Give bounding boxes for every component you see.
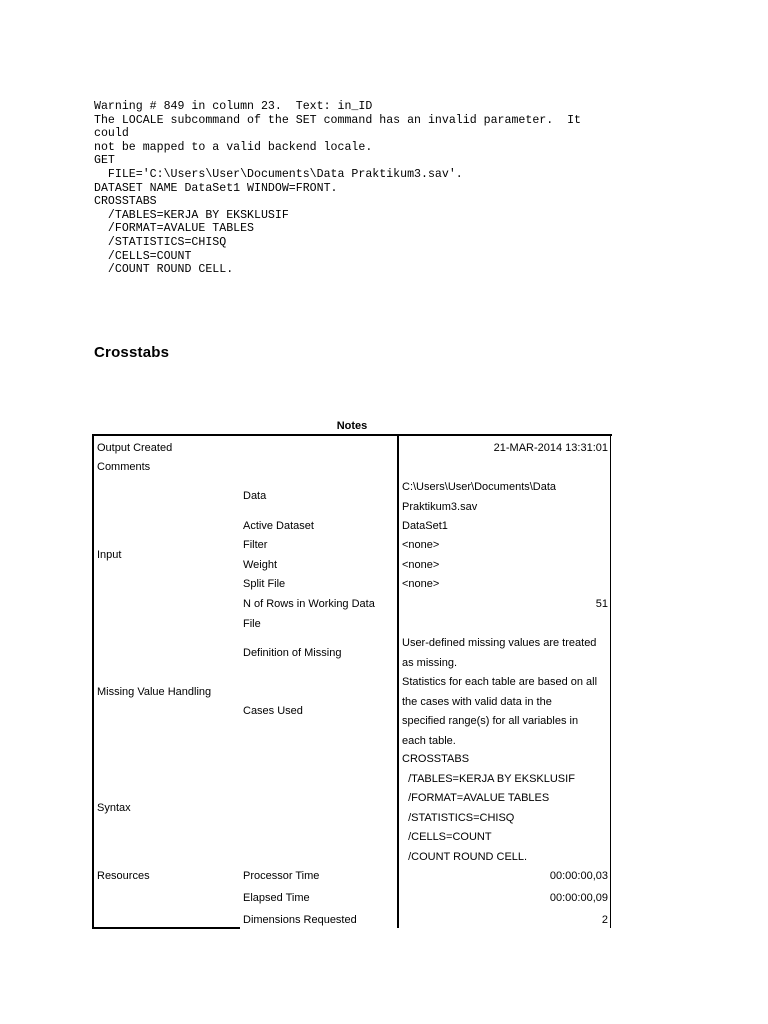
row-label-resources: Resources <box>97 870 150 882</box>
value-elapsed-time: 00:00:00,09 <box>549 892 608 904</box>
log-line: not be mapped to a valid backend locale. <box>94 140 373 154</box>
syntax-line: /FORMAT=AVALUE TABLES <box>402 792 550 804</box>
value-split-file: <none> <box>402 578 440 590</box>
sub-label-dimensions-requested: Dimensions Requested <box>243 914 357 926</box>
log-line: /CELLS=COUNT <box>94 249 192 263</box>
sub-label-weight: Weight <box>243 559 278 571</box>
value-processor-time: 00:00:00,03 <box>549 870 608 882</box>
label-line: File <box>243 617 261 630</box>
sub-label-filter: Filter <box>243 539 268 551</box>
row-label-missing-value-handling: Missing Value Handling <box>97 686 212 698</box>
log-line: FILE='C:\Users\User\Documents\Data Praktikum3.sav'. <box>94 167 463 181</box>
value-syntax <box>402 750 608 867</box>
value-n-rows: 51 <box>595 598 608 610</box>
value-line: User-defined missing values are treated <box>402 637 597 649</box>
syntax-line: /COUNT ROUND CELL. <box>402 850 528 863</box>
sub-label-definition-of-missing: Definition of Missing <box>243 647 342 659</box>
syntax-line: /CELLS=COUNT <box>402 831 492 843</box>
value-line: Statistics for each table are based on all <box>402 676 598 688</box>
sub-label-n-rows <box>243 595 375 634</box>
value-cases-used <box>402 673 608 751</box>
value-dimensions-requested: 2 <box>601 914 608 926</box>
log-line: /TABLES=KERJA BY EKSKLUSIF <box>94 208 289 222</box>
log-line: /COUNT ROUND CELL. <box>94 263 234 277</box>
value-output-created: 21-MAR-2014 13:31:01 <box>493 442 608 454</box>
value-line: as missing. <box>402 656 458 669</box>
value-filter: <none> <box>402 539 440 551</box>
log-line: The LOCALE subcommand of the SET command has an invalid parameter. It <box>94 113 582 127</box>
value-weight: <none> <box>402 559 440 571</box>
table-left-border <box>92 434 94 928</box>
syntax-log <box>94 100 581 277</box>
syntax-line: /TABLES=KERJA BY EKSKLUSIF <box>402 772 575 785</box>
value-line: the cases with valid data in the <box>402 695 552 708</box>
row-label-input: Input <box>97 549 122 561</box>
syntax-line: CROSSTABS <box>402 753 470 765</box>
sub-label-data: Data <box>243 490 267 502</box>
label-line: N of Rows in Working Data <box>243 598 375 610</box>
syntax-line: /STATISTICS=CHISQ <box>402 811 515 824</box>
sub-label-elapsed-time: Elapsed Time <box>243 892 310 904</box>
table-bottom-border <box>92 927 240 929</box>
log-line: Warning # 849 in column 23. Text: in_ID <box>94 100 373 113</box>
sub-label-split-file: Split File <box>243 578 286 590</box>
value-line: each table. <box>402 734 456 747</box>
value-line: C:\Users\User\Documents\Data <box>402 481 557 493</box>
log-line: GET <box>94 154 115 168</box>
log-line: /STATISTICS=CHISQ <box>94 235 227 249</box>
log-line: CROSSTABS <box>94 195 157 209</box>
table-right-border <box>610 434 611 928</box>
row-label-comments: Comments <box>97 461 151 473</box>
row-label-output-created: Output Created <box>97 442 173 454</box>
log-line: /FORMAT=AVALUE TABLES <box>94 222 255 236</box>
table-title: Notes <box>336 420 368 432</box>
value-data <box>402 478 608 517</box>
sub-label-active-dataset: Active Dataset <box>243 520 314 532</box>
value-line: Praktikum3.sav <box>402 500 478 513</box>
table-value-divider <box>397 434 399 928</box>
section-heading: Crosstabs <box>94 344 170 361</box>
row-label-syntax: Syntax <box>97 802 131 814</box>
sub-label-cases-used: Cases Used <box>243 705 303 717</box>
value-definition-of-missing <box>402 634 608 673</box>
log-line: could <box>94 127 129 141</box>
notes-table <box>92 434 612 928</box>
sub-label-processor-time: Processor Time <box>243 870 320 882</box>
value-line: specified range(s) for all variables in <box>402 715 579 727</box>
value-active-dataset: DataSet1 <box>402 520 448 532</box>
log-line: DATASET NAME DataSet1 WINDOW=FRONT. <box>94 181 338 195</box>
table-top-border <box>92 434 612 436</box>
